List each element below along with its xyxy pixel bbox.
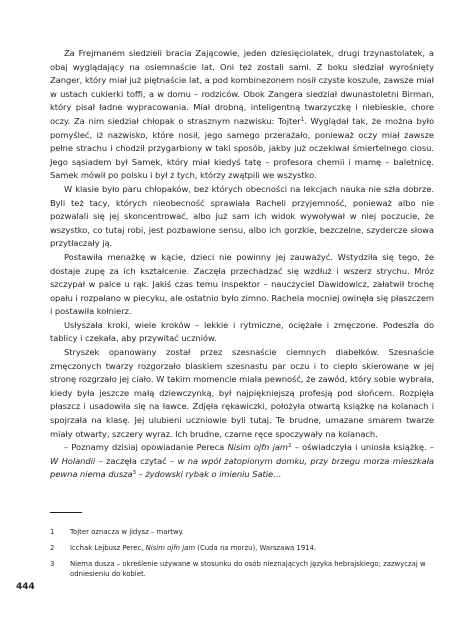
text-run: – oświadczyła i uniosła książkę. – — [291, 442, 435, 453]
paragraph — [50, 251, 434, 319]
footnote-text — [70, 544, 430, 554]
text-run: Usłyszała kroki, wiele kroków – lekkie i rytmiczne, ociężałe i zmęczone. Podeszła do tablicy i czekała, aby przywitać uczniów. — [50, 319, 434, 344]
italic-text: żydowski rybak o imieniu Satie… — [145, 469, 282, 480]
text-run: W klasie było paru chłopaków, bez których obecności na lekcjach nauka nie szła dobrze. Byli też tacy, których nieobecność sprawiała Racheli przyjemność, ponieważ albo nie pozwalali się jej skoncentrować, albo już sam ich widok wywoływał w niej poczucie, że wszystko, co tutaj robi, jest pozbawione sensu, albo ich gorzkie, bezczelne, szydercze słowa przytłaczały ją. — [50, 183, 434, 249]
footnote-1 — [50, 528, 430, 538]
footnote-reference: 3 — [132, 470, 136, 477]
footnote-text: Tojter oznacza w jidysz – martwy. — [70, 528, 184, 536]
footnote-text-part: Icchak Lejbusz Perec, — [70, 544, 146, 552]
italic-text: Nisim ojfn jam — [227, 442, 288, 453]
footnote-text: Niema dusza – określenie używane w stosunku do osób nieznających języka hebrajskiego; zazwyczaj w odniesieniu do kobiet. — [70, 560, 426, 578]
italic-text: W Holandii — [50, 455, 96, 466]
footnote-3 — [50, 560, 430, 579]
paragraph — [50, 47, 434, 183]
italic-text: w na wpół zatopionym domku, przy brzegu morza mieszkała pewna niema dusza — [50, 455, 435, 480]
text-run: . Wyglądał tak, że można było pomyśleć, iż nazwisko, które nosił, jego samego przerażało, ponieważ oczy miał zawsze pełne strachu i chodził przygarbiony w taki sposób, jakby już oczekiwał śmiertelnego ciosu. Jego sąsiadem był Samek, który miał kiedyś tatę – profesora chemii i mamę – baletnicę. Samek mówił po polsku i był z tych, którzy zwątpili we wszystko. — [50, 115, 435, 181]
page-number: 444 — [16, 582, 35, 592]
footnote-number: 3 — [50, 560, 55, 568]
paragraph — [50, 441, 434, 482]
footnote-book-title: Nisim ojfn jam — [145, 544, 196, 552]
main-text — [50, 47, 434, 482]
footnote-number: 1 — [50, 528, 55, 536]
text-run: Za Frejmanem siedzieli bracia Zając​owie, jeden dziesięciolatek, drugi trzynastolatek, a obaj wyglądający na osiemnaście lat. Oni też zostali sami. Z boku siedział wyrośnięty Zanger, który miał już piętnaście lat, a pod kombinezonem nosił czyste koszule, zawsze miał w ustach cukierki toffi, a w domu – rodziców. Obok Zangera siedział dwunastoletni Birman, który pisał ładne wypracowania. Miał drobną, inteligentną twarzyczkę i niebieskie, chore oczy. Za nim siedział chłopak o strasznym nazwisku: Tojter — [50, 48, 434, 126]
text-run: – zaczęła czytać – — [95, 455, 178, 466]
footnote-text-part: (Cuda na morzu), Warszawa 1914. — [195, 544, 317, 552]
paragraph — [50, 346, 434, 441]
footnote-2 — [50, 544, 430, 554]
paragraph — [50, 183, 434, 251]
paragraph — [50, 319, 434, 346]
footnote-number: 2 — [50, 544, 55, 552]
text-run: Postawiła menażkę w kącie, dzieci nie powinny jej zauważyć. Wstydziła się tego, że dostaje zupę za ich kształcenie. Zaczęła przechadzać się wzdłuż i wszerz strychu. Mróz szczypał w palce u rąk. Jakiś czas temu inspektor – nauczyciel Dawidowicz, załatwił trochę opału i rozpalano w piecyku, ale ostatnio było zimno. Rachela mocniej owinęła się płaszczem i postawiła kołnierz. — [50, 251, 434, 317]
text-run: Stryszek opanowany został przez szesnaście ciemnych diabełków. Szesnaście zmęczonych twarzy rozgorzało blaskiem szesnastu par oczu i to ciepło skierowane w jej stronę rozgrzało jej ciało. W takim momencie miała pewność, że zawód, który sobie wybrała, kiedy była jeszcze małą dziewczynką, był najpiękniejszą profesją pod słońcem. Rozpięła płaszcz i usadowiła się na ławce. Zdjęła rękawiczki, położyła otwartą książkę na kolanach i spojrzała na klasę. Jej ulubieni uczniowie byli tutaj. Te brudne, umazane smarem twarze miały otwarty, szczery wyraz. Ich brudne, czarne ręce spoczywały na kolanach. — [50, 347, 434, 439]
text-run: – Poznamy dzisiaj opowiadanie Pereca — [64, 442, 228, 453]
footnote-reference: 2 — [287, 443, 292, 450]
footnote-separator — [50, 512, 82, 513]
footnote-reference: 1 — [300, 116, 305, 123]
text-run: – — [135, 469, 146, 480]
